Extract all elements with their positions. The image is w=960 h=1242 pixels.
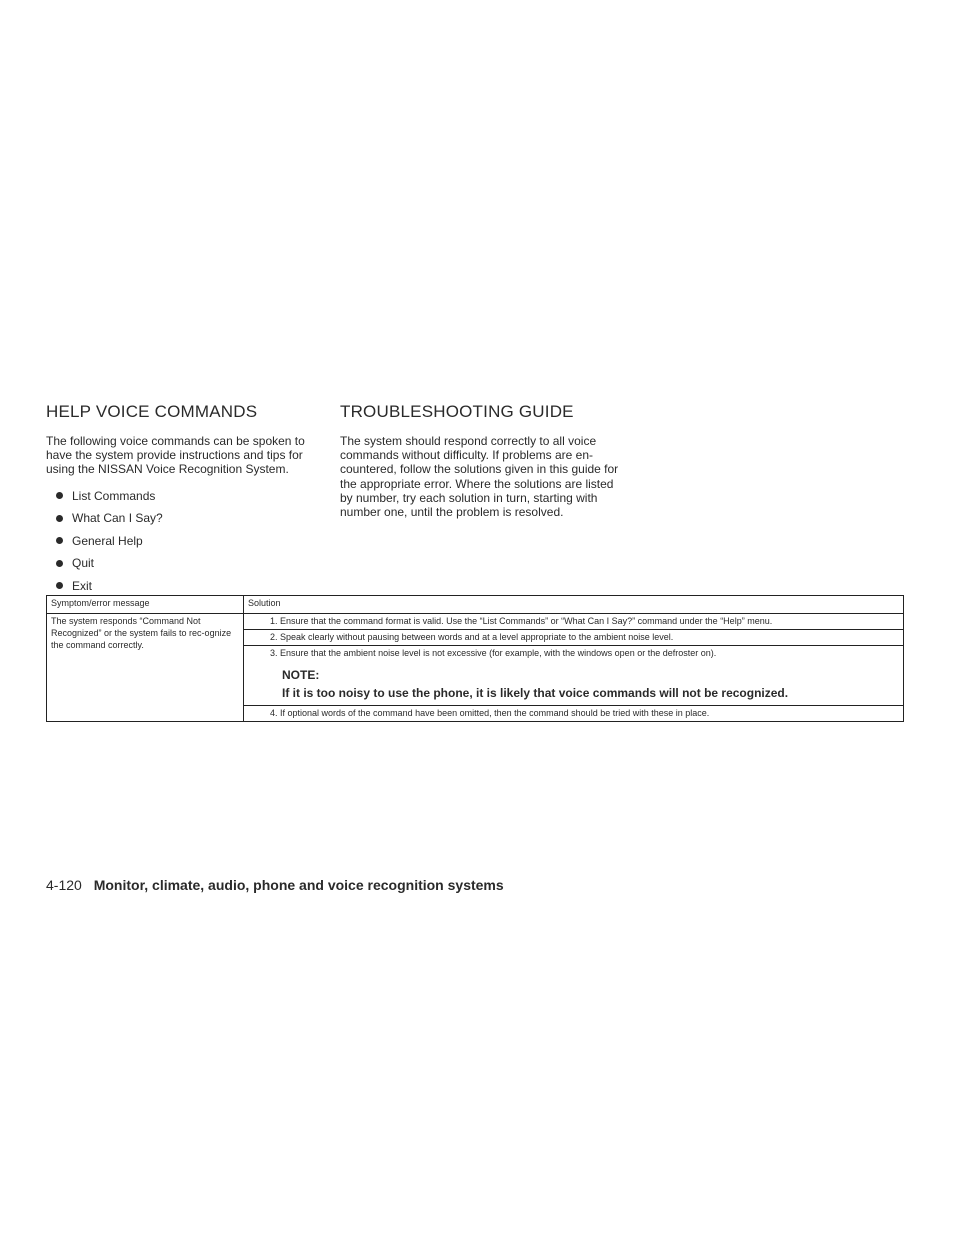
bullet-icon — [56, 537, 63, 544]
command-label: General Help — [72, 533, 143, 548]
help-intro-text: The following voice commands can be spoken to have the system provide instructions and tips for using the NISSAN Voice Recognition System. — [46, 434, 305, 477]
command-label: Exit — [72, 578, 93, 593]
bullet-icon — [56, 582, 63, 589]
help-command-list — [46, 485, 326, 598]
list-item — [46, 575, 326, 598]
command-label: List Commands — [72, 488, 156, 503]
list-item — [46, 552, 326, 575]
solution-cell-with-note — [244, 646, 904, 706]
command-label: What Can I Say? — [72, 511, 163, 526]
page-footer — [46, 877, 504, 893]
note-text: If it is too noisy to use the phone, it is likely that voice commands will not be recognized. — [282, 686, 789, 700]
help-section-title: HELP VOICE COMMANDS — [46, 402, 258, 421]
troubleshooting-table — [46, 595, 904, 722]
help-voice-commands-section — [46, 402, 326, 597]
solution-cell: 1. Ensure that the command format is valid. Use the “List Commands” or “What Can I Say?” command under the “Help” menu. — [244, 614, 904, 630]
command-label: Quit — [72, 556, 95, 571]
table-header-row — [47, 596, 904, 614]
section-title: Monitor, climate, audio, phone and voice recognition systems — [93, 877, 504, 893]
bullet-icon — [56, 560, 63, 567]
list-item — [46, 530, 326, 553]
symptom-cell: The system responds “Command Not Recognized” or the system fails to rec-ognize the command correctly. — [47, 614, 244, 722]
solution-text: 3. Ensure that the ambient noise level is not excessive (for example, with the windows open or the defroster on). — [270, 648, 717, 658]
solution-cell: 4. If optional words of the command have been omitted, then the command should be tried with these in place. — [244, 706, 904, 722]
list-item — [46, 485, 326, 508]
troubleshooting-intro-text: The system should respond correctly to all voice commands without difficulty. If problems are en-countered, follow the solutions given in this guide for the appropriate error. Where the solutions are listed by number, try each solution in turn, starting with number one, until the problem is resolved. — [340, 434, 619, 520]
table-row — [47, 614, 904, 630]
list-item — [46, 507, 326, 530]
page-number: 4-120 — [46, 877, 82, 893]
troubleshooting-title: TROUBLESHOOTING GUIDE — [340, 402, 574, 421]
bullet-icon — [56, 515, 63, 522]
header-solution: Solution — [244, 596, 904, 614]
solution-cell: 2. Speak clearly without pausing between words and at a level appropriate to the ambient noise level. — [244, 630, 904, 646]
bullet-icon — [56, 492, 63, 499]
troubleshooting-section — [340, 402, 620, 519]
header-symptom: Symptom/error message — [47, 596, 244, 614]
note-label: NOTE: — [282, 668, 320, 682]
